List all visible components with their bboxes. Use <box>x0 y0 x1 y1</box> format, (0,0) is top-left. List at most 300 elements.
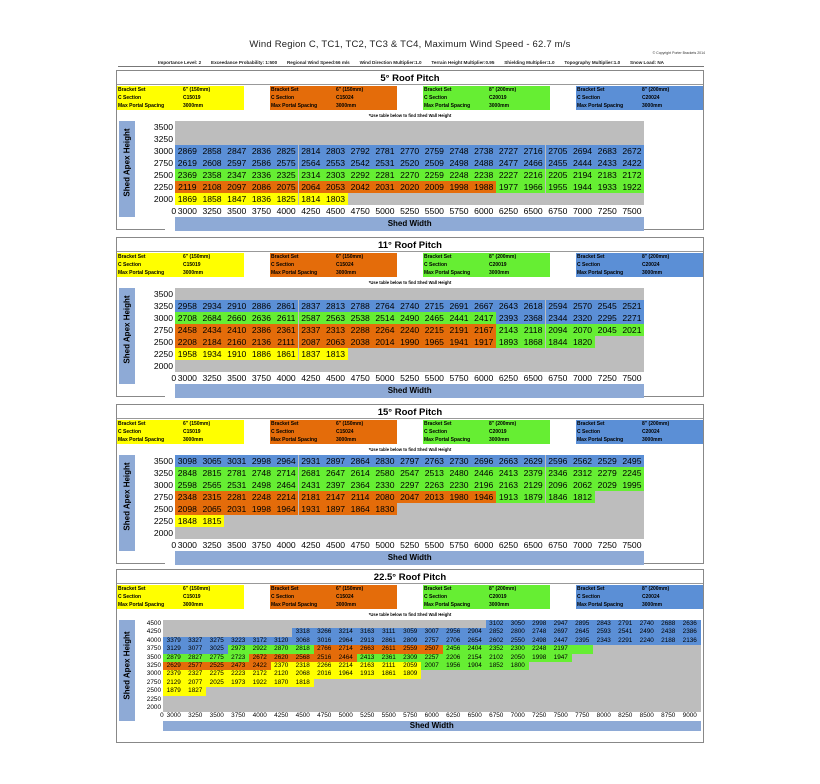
grid-cell: 2922 <box>249 645 271 653</box>
bracket-legend-1 <box>270 420 397 444</box>
grid-cell: 2691 <box>447 300 472 312</box>
y-tick-label: 3500 <box>146 653 161 661</box>
grid-cell: 2016 <box>314 670 336 678</box>
bracket-value: C15019 <box>183 429 201 435</box>
param-importance: Importance Level: 2 <box>158 59 202 65</box>
grid-cell: 2897 <box>323 455 348 467</box>
grid-cell: 2464 <box>274 479 299 491</box>
grid-cell: 2291 <box>615 637 637 645</box>
bracket-legend-3 <box>576 585 703 609</box>
x-tick-label: 4500 <box>325 206 346 216</box>
x-tick-label: 6500 <box>523 540 543 550</box>
bracket-label: C Section <box>577 95 601 101</box>
table-section-1 <box>116 237 704 397</box>
bracket-label: Max Portal Spacing <box>424 103 471 109</box>
grid-cell: 2466 <box>521 157 546 169</box>
grid-cell: 2498 <box>249 479 274 491</box>
x-tick-label: 7250 <box>597 540 617 550</box>
y-tick-label: 2000 <box>153 361 173 371</box>
grid-cell: 2763 <box>422 455 447 467</box>
grid-cell: 3327 <box>185 637 207 645</box>
x-tick-label: 7750 <box>575 712 590 720</box>
grid-cell: 2358 <box>200 169 225 181</box>
grid-cell: 2086 <box>249 181 274 193</box>
grid-cell: 2843 <box>593 620 615 628</box>
bracket-legend-1 <box>270 585 397 609</box>
grid-cell: 3050 <box>507 620 529 628</box>
grid-cell: 2618 <box>521 300 546 312</box>
x-tick-label: 7250 <box>597 206 617 216</box>
grid-cell: 2602 <box>486 637 508 645</box>
x-tick-label: 4250 <box>301 373 321 383</box>
grid-cell: 2531 <box>224 479 249 491</box>
grid-cell: 2848 <box>175 467 200 479</box>
grid-cell: 2587 <box>299 312 324 324</box>
x-tick-label: 0 <box>171 373 177 383</box>
bracket-value: 3000mm <box>642 270 663 276</box>
x-tick-label: 5500 <box>424 373 444 383</box>
grid-cell: 3163 <box>357 628 379 636</box>
grid-cell: 2861 <box>274 300 299 312</box>
x-tick-label: 5000 <box>338 712 353 720</box>
grid-cell: 2748 <box>447 145 472 157</box>
grid-cell: 2696 <box>471 455 496 467</box>
bracket-value: 8" (200mm) <box>642 586 670 592</box>
grid-cell: 2694 <box>570 145 595 157</box>
grid-cell: 2861 <box>378 637 400 645</box>
grid-cell: 2438 <box>658 628 680 636</box>
grid-cell: 2575 <box>274 157 299 169</box>
grid-cell: 1995 <box>620 479 645 491</box>
grid-cell: 2608 <box>200 157 225 169</box>
bracket-label: Max Portal Spacing <box>271 437 318 443</box>
grid-cell: 2288 <box>348 324 373 336</box>
bracket-label: Bracket Set <box>424 421 452 427</box>
x-tick-label: 3000 <box>177 373 197 383</box>
grid-cell: 2847 <box>224 145 249 157</box>
bracket-label: Bracket Set <box>271 586 299 592</box>
grid-cell: 3172 <box>249 637 271 645</box>
grid-cell: 1858 <box>200 193 225 205</box>
grid-cell: 2259 <box>422 169 447 181</box>
grid-cell: 1947 <box>550 654 572 662</box>
x-tick-label: 6000 <box>474 540 494 550</box>
grid-cell: 2312 <box>570 467 595 479</box>
grid-cell: 2094 <box>546 324 571 336</box>
grid-cell: 1864 <box>348 503 373 515</box>
grid-cell: 2216 <box>521 169 546 181</box>
grid-cell: 2120 <box>271 670 293 678</box>
bracket-label: C Section <box>424 262 448 268</box>
grid-cell: 2313 <box>323 324 348 336</box>
x-tick-label: 6000 <box>474 206 494 216</box>
bracket-label: Max Portal Spacing <box>118 602 165 608</box>
x-tick-label: 3500 <box>227 206 247 216</box>
grid-cell: 2636 <box>679 620 701 628</box>
grid-cell: 2455 <box>546 157 571 169</box>
y-tick-label: 3000 <box>153 480 173 490</box>
bracket-value: C20024 <box>642 95 660 101</box>
grid-cell: 2444 <box>570 157 595 169</box>
y-tick-label: 2750 <box>153 492 173 502</box>
grid-cell: 2559 <box>400 645 422 653</box>
grid-cell: 2227 <box>496 169 521 181</box>
grid-cell: 2205 <box>546 169 571 181</box>
grid-cell: 1870 <box>271 679 293 687</box>
bracket-value: 3000mm <box>336 437 357 443</box>
grid-cell: 2716 <box>521 145 546 157</box>
x-tick-label: 6500 <box>523 206 543 216</box>
grid-cell: 2781 <box>224 467 249 479</box>
table-note: *Use table below to find Shed Wall Height <box>368 280 452 285</box>
grid-cell: 2129 <box>521 479 546 491</box>
grid-cell: 2598 <box>175 479 200 491</box>
grid-cell: 2433 <box>595 157 620 169</box>
y-tick-label: 4500 <box>146 620 161 627</box>
bracket-legend-1 <box>270 253 397 277</box>
grid-cell: 2836 <box>249 145 274 157</box>
bracket-label: Max Portal Spacing <box>424 270 471 276</box>
y-axis-label: Shed Apex Height <box>122 631 132 700</box>
bracket-value: 3000mm <box>183 437 204 443</box>
bracket-value: 3000mm <box>642 103 663 109</box>
grid-cell: 2014 <box>373 336 398 348</box>
grid-cell: 2297 <box>397 479 422 491</box>
grid-cell: 2230 <box>447 479 472 491</box>
bracket-label: Bracket Set <box>577 586 605 592</box>
grid-cell: 2748 <box>529 628 551 636</box>
x-axis-label: Shed Width <box>175 384 644 398</box>
grid-cell: 2013 <box>422 491 447 503</box>
grid-cell: 2580 <box>373 467 398 479</box>
grid-cell: 2314 <box>299 169 324 181</box>
grid-cell: 2348 <box>175 491 200 503</box>
grid-cell: 2070 <box>570 324 595 336</box>
grid-cell: 2320 <box>570 312 595 324</box>
grid-cell: 2672 <box>249 654 271 662</box>
grid-cell: 2413 <box>496 467 521 479</box>
grid-cell: 2636 <box>249 312 274 324</box>
grid-cell: 1869 <box>175 193 200 205</box>
x-tick-label: 3750 <box>251 373 271 383</box>
grid-cell: 2740 <box>636 620 658 628</box>
grid-cell: 2714 <box>335 645 357 653</box>
grid-cell: 2346 <box>546 467 571 479</box>
grid-cell: 2593 <box>593 628 615 636</box>
x-tick-label: 0 <box>171 540 177 550</box>
grid-cell: 2538 <box>348 312 373 324</box>
y-tick-label: 2250 <box>153 516 173 526</box>
x-tick-label: 8750 <box>661 712 676 720</box>
bracket-value: 6" (150mm) <box>183 87 211 93</box>
grid-cell: 1956 <box>443 662 465 670</box>
bracket-value: C15024 <box>336 429 354 435</box>
x-tick-label: 5500 <box>424 206 444 216</box>
parameter-row <box>118 58 704 67</box>
grid-cell: 1879 <box>163 687 185 695</box>
grid-cell: 2611 <box>274 312 299 324</box>
bracket-label: Bracket Set <box>271 421 299 427</box>
grid-cell: 1861 <box>378 670 400 678</box>
grid-cell: 1973 <box>228 679 250 687</box>
param-terrain: Terrain Height Multiplier:0.95 <box>431 59 495 65</box>
grid-cell: 2053 <box>323 181 348 193</box>
grid-cell: 2160 <box>224 336 249 348</box>
bracket-value: C20024 <box>642 594 660 600</box>
bracket-value: 3000mm <box>642 437 663 443</box>
x-tick-label: 4000 <box>276 540 296 550</box>
x-tick-label: 4500 <box>325 540 346 550</box>
grid-cell: 2327 <box>185 670 207 678</box>
grid-cell: 2136 <box>249 336 274 348</box>
grid-cell: 2191 <box>447 324 472 336</box>
grid-cell: 1934 <box>200 348 225 360</box>
x-tick-label: 4750 <box>350 540 370 550</box>
x-tick-label: 5750 <box>449 373 469 383</box>
grid-cell: 2397 <box>323 479 348 491</box>
grid-cell: 2080 <box>373 491 398 503</box>
bracket-value: 6" (150mm) <box>183 254 211 260</box>
grid-cell: 1964 <box>274 503 299 515</box>
grid-cell: 1922 <box>620 181 645 193</box>
y-tick-label: 2250 <box>153 349 173 359</box>
grid-cell: 2097 <box>224 181 249 193</box>
bracket-label: Max Portal Spacing <box>271 103 318 109</box>
grid-cell: 2688 <box>658 620 680 628</box>
grid-cell: 2184 <box>200 336 225 348</box>
grid-cell: 1913 <box>496 491 521 503</box>
grid-cell: 2931 <box>299 455 324 467</box>
bracket-legend-0 <box>117 86 244 110</box>
x-tick-label: 7500 <box>622 373 642 383</box>
roof-pitch-title: 22.5° Roof Pitch <box>373 572 447 583</box>
grid-cell: 2045 <box>595 324 620 336</box>
grid-cell: 2562 <box>570 455 595 467</box>
x-tick-label: 5000 <box>375 206 395 216</box>
grid-cell: 2550 <box>507 637 529 645</box>
grid-cell: 2264 <box>373 324 398 336</box>
bracket-label: Bracket Set <box>118 87 146 93</box>
grid-cell: 2647 <box>323 467 348 479</box>
grid-cell: 2683 <box>595 145 620 157</box>
header-divider <box>117 583 703 584</box>
x-tick-label: 8000 <box>596 712 611 720</box>
grid-cell: 3065 <box>200 455 225 467</box>
grid-cell: 2577 <box>185 662 207 670</box>
grid-cell: 1818 <box>292 679 314 687</box>
bracket-label: C Section <box>118 95 142 101</box>
grid-cell: 2386 <box>249 324 274 336</box>
grid-cell: 1998 <box>447 181 472 193</box>
grid-cell: 2208 <box>175 336 200 348</box>
x-tick-label: 7500 <box>622 206 642 216</box>
x-tick-label: 7250 <box>532 712 547 720</box>
y-axis-label: Shed Apex Height <box>122 295 132 364</box>
grid-cell: 3120 <box>271 637 293 645</box>
grid-cell: 2792 <box>348 145 373 157</box>
y-tick-label: 2500 <box>153 504 173 514</box>
grid-cell: 2547 <box>397 467 422 479</box>
grid-cell: 1897 <box>323 503 348 515</box>
x-tick-label: 4000 <box>276 373 296 383</box>
bracket-label: C Section <box>271 262 295 268</box>
grid-cell: 2684 <box>200 312 225 324</box>
grid-cell: 1980 <box>447 491 472 503</box>
bracket-label: Bracket Set <box>118 254 146 260</box>
grid-cell: 2038 <box>348 336 373 348</box>
grid-cell: 2368 <box>521 312 546 324</box>
table-section-3 <box>116 569 704 743</box>
bracket-label: Max Portal Spacing <box>271 270 318 276</box>
bracket-value: 6" (150mm) <box>183 421 211 427</box>
bracket-value: C15019 <box>183 262 201 268</box>
grid-cell: 2181 <box>299 491 324 503</box>
grid-cell: 2129 <box>163 679 185 687</box>
y-tick-label: 2750 <box>153 158 173 168</box>
bracket-label: Max Portal Spacing <box>577 103 624 109</box>
grid-cell: 3111 <box>378 628 400 636</box>
grid-cell: 3275 <box>206 637 228 645</box>
grid-cell: 2263 <box>422 479 447 491</box>
grid-cell: 2748 <box>249 467 274 479</box>
x-tick-label: 6750 <box>548 373 568 383</box>
grid-cell: 3318 <box>292 628 314 636</box>
grid-cell: 2934 <box>200 300 225 312</box>
grid-cell: 2196 <box>471 479 496 491</box>
x-tick-label: 6250 <box>498 540 518 550</box>
y-tick-label: 3250 <box>153 134 173 144</box>
grid-cell: 2614 <box>348 467 373 479</box>
bracket-label: C Section <box>424 95 448 101</box>
grid-cell: 2240 <box>397 324 422 336</box>
bracket-legend-2 <box>423 585 550 609</box>
table-note: *Use table below to find Shed Wall Height <box>368 113 452 118</box>
x-tick-label: 5000 <box>375 373 395 383</box>
bracket-label: C Section <box>577 429 601 435</box>
grid-cell: 2021 <box>620 324 645 336</box>
grid-cell: 1813 <box>323 348 348 360</box>
bracket-label: C Section <box>118 429 142 435</box>
x-tick-label: 6750 <box>548 206 568 216</box>
bracket-value: 3000mm <box>183 270 204 276</box>
grid-cell: 2498 <box>529 637 551 645</box>
bracket-value: C15019 <box>183 594 201 600</box>
grid-cell: 2325 <box>274 169 299 181</box>
grid-cell: 2300 <box>507 645 529 653</box>
bracket-label: C Section <box>271 429 295 435</box>
x-tick-label: 6250 <box>498 373 518 383</box>
grid-cell: 2458 <box>175 324 200 336</box>
grid-cell: 2964 <box>274 455 299 467</box>
x-tick-label: 6500 <box>523 373 543 383</box>
grid-cell: 2009 <box>422 181 447 193</box>
grid-cell: 1904 <box>464 662 486 670</box>
y-tick-label: 2500 <box>146 687 161 695</box>
grid-cell: 2803 <box>323 145 348 157</box>
grid-cell: 2188 <box>658 637 680 645</box>
bracket-legend-1 <box>270 86 397 110</box>
bracket-value: 6" (150mm) <box>336 254 364 260</box>
y-tick-label: 3500 <box>153 122 173 132</box>
grid-cell: 2417 <box>471 312 496 324</box>
grid-cell: 2047 <box>397 491 422 503</box>
bracket-legend-0 <box>117 585 244 609</box>
grid-cell: 2667 <box>471 300 496 312</box>
bracket-label: Bracket Set <box>424 586 452 592</box>
param-regional-wind: Regional Wind Speed:66 m/s <box>286 59 350 65</box>
grid-cell: 2194 <box>570 169 595 181</box>
grid-cell: 2111 <box>378 662 400 670</box>
bracket-label: Max Portal Spacing <box>424 602 471 608</box>
grid-cell: 2629 <box>163 662 185 670</box>
grid-cell: 2214 <box>274 491 299 503</box>
copyright-text: © Copyright Porter Brackets 2014 <box>652 51 705 55</box>
bracket-value: 3000mm <box>489 437 510 443</box>
x-tick-label: 5500 <box>424 540 444 550</box>
grid-cell: 2292 <box>348 169 373 181</box>
bracket-value: 8" (200mm) <box>642 421 670 427</box>
x-tick-label: 8250 <box>618 712 633 720</box>
grid-cell: 2379 <box>521 467 546 479</box>
grid-cell: 3379 <box>163 637 185 645</box>
grid-cell: 2465 <box>422 312 447 324</box>
grid-cell: 1955 <box>546 181 571 193</box>
grid-cell: 2619 <box>175 157 200 169</box>
grid-cell: 2788 <box>348 300 373 312</box>
grid-cell: 2404 <box>464 645 486 653</box>
x-tick-label: 5500 <box>381 712 396 720</box>
grid-cell: 2998 <box>249 455 274 467</box>
grid-cell: 1879 <box>521 491 546 503</box>
grid-cell: 2257 <box>421 654 443 662</box>
grid-cell: 2215 <box>422 324 447 336</box>
y-tick-label: 2500 <box>153 337 173 347</box>
grid-cell: 3016 <box>314 637 336 645</box>
bracket-label: C Section <box>577 594 601 600</box>
grid-cell: 1868 <box>521 336 546 348</box>
grid-cell: 2065 <box>200 503 225 515</box>
param-topography: Topography Multiplier:1.0 <box>564 59 621 65</box>
grid-cell: 1836 <box>249 193 274 205</box>
grid-cell: 2809 <box>400 637 422 645</box>
x-tick-label: 5250 <box>360 712 375 720</box>
grid-cell: 2520 <box>397 157 422 169</box>
grid-cell: 2431 <box>299 479 324 491</box>
grid-cell: 2318 <box>292 662 314 670</box>
grid-cell: 2172 <box>249 670 271 678</box>
x-tick-label: 6250 <box>498 206 518 216</box>
bracket-value: 3000mm <box>489 103 510 109</box>
grid-cell: 2813 <box>323 300 348 312</box>
grid-cell: 2050 <box>507 654 529 662</box>
grid-cell: 2490 <box>397 312 422 324</box>
grid-cell: 2529 <box>595 455 620 467</box>
grid-cell: 2513 <box>422 467 447 479</box>
grid-cell: 2870 <box>271 645 293 653</box>
bracket-label: Max Portal Spacing <box>271 602 318 608</box>
y-tick-label: 3250 <box>153 468 173 478</box>
grid-cell: 3007 <box>421 628 443 636</box>
bracket-label: Bracket Set <box>424 87 452 93</box>
grid-cell: 2108 <box>200 181 225 193</box>
grid-cell: 2007 <box>421 662 443 670</box>
grid-cell: 2031 <box>373 181 398 193</box>
grid-cell: 2029 <box>595 479 620 491</box>
grid-cell: 2064 <box>299 181 324 193</box>
grid-cell: 2477 <box>496 157 521 169</box>
x-tick-label: 4750 <box>317 712 332 720</box>
bracket-legend-2 <box>423 86 550 110</box>
